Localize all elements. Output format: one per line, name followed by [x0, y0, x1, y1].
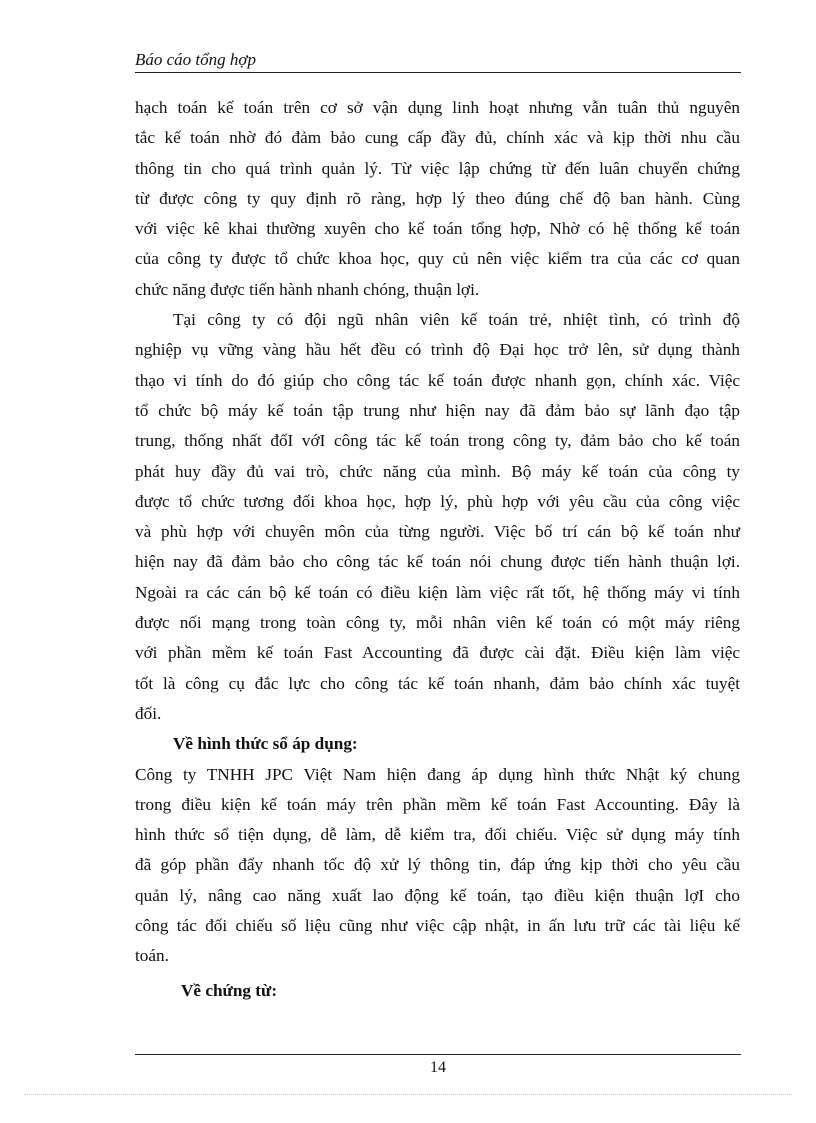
- text-line: của công ty được tổ chức khoa học, quy củ nên việc kiểm tra của các cơ quan: [135, 249, 740, 269]
- text-line: trong điều kiện kế toán máy trên phần mềm kế toán Fast Accounting. Đây là: [135, 794, 740, 814]
- text-line: nghiệp vụ vững vàng hầu hết đều có trình độ Đại học trở lên, sử dụng thành: [135, 340, 740, 360]
- text-line: đối.: [135, 703, 162, 723]
- page-edge-divider: [24, 1094, 792, 1095]
- page-header: [135, 48, 741, 73]
- text-line: công tác đối chiếu số liệu cũng như việc cập nhật, in ấn lưu trữ các tài liệu kế: [135, 916, 740, 936]
- text-line: Công ty TNHH JPC Việt Nam hiện đang áp dụng hình thức Nhật ký chung: [135, 764, 740, 784]
- page-number: 14: [430, 1059, 446, 1076]
- text-line: hiện nay đã đảm bảo cho công tác kế toán nói chung được tiến hành thuận lợi.: [135, 552, 740, 572]
- text-line: Tại công ty có đội ngũ nhân viên kế toán trẻ, nhiệt tình, có trình độ: [173, 310, 740, 330]
- text-line: toán.: [135, 946, 169, 966]
- text-line: được nối mạng trong toàn công ty, mỗi nhân viên kế toán có một máy riêng: [135, 613, 740, 633]
- text-line: tổ chức bộ máy kế toán tập trung như hiện nay đã đảm bảo sự lãnh đạo tập: [135, 400, 740, 420]
- text-line: hình thức sổ tiện dụng, dễ làm, dễ kiểm tra, đối chiếu. Việc sử dụng máy tính: [135, 825, 740, 845]
- text-line: Ngoài ra các cán bộ kế toán có điều kiện làm việc rất tốt, hệ thống máy vi tính: [135, 582, 740, 602]
- page-footer: [135, 1054, 741, 1079]
- text-line: trung, thống nhất đốI vớI công tác kế toán trong công ty, đảm bảo cho kế toán: [135, 431, 740, 451]
- section-heading: Về chứng từ:: [181, 980, 278, 1000]
- text-line: đã góp phần đẩy nhanh tốc độ xử lý thông tin, đáp ứng kịp thời cho yêu cầu: [135, 855, 740, 875]
- text-line: được tổ chức tương đối khoa học, hợp lý, phù hợp với yêu cầu của công việc: [135, 491, 740, 511]
- header-title: Báo cáo tổng hợp: [135, 50, 256, 69]
- text-line: với việc kê khai thường xuyên cho kế toán tổng hợp, Nhờ có hệ thống kế toán: [135, 219, 740, 239]
- text-line: từ được công ty quy định rõ ràng, hợp lý theo đúng chế độ ban hành. Cùng: [135, 188, 740, 208]
- text-line: hạch toán kế toán trên cơ sở vận dụng linh hoạt nhưng vẫn tuân thủ nguyên: [135, 98, 740, 117]
- text-line: với phần mềm kế toán Fast Accounting đã được cài đặt. Điều kiện làm việc: [135, 643, 740, 663]
- text-line: chức năng được tiến hành nhanh chóng, thuận lợi.: [135, 279, 480, 299]
- text-line: tốt là công cụ đắc lực cho công tác kế toán nhanh, đảm bảo chính xác tuyệt: [135, 673, 740, 693]
- text-line: quản lý, nâng cao năng xuất lao động kế toán, tạo điều kiện thuận lợI cho: [135, 885, 740, 905]
- text-line: tắc kế toán nhờ đó đảm bảo cung cấp đầy đủ, chính xác và kịp thời nhu cầu: [135, 128, 740, 148]
- section-heading: Về hình thức sổ áp dụng:: [173, 734, 358, 754]
- document-body: [135, 93, 740, 1006]
- text-line: phát huy đầy đủ vai trò, chức năng của mình. Bộ máy kế toán của công ty: [135, 461, 740, 481]
- text-line: và phù hợp với chuyên môn của từng người. Việc bố trí cán bộ kế toán như: [135, 522, 740, 542]
- text-line: thạo vi tính do đó giúp cho công tác kế toán được nhanh gọn, chính xác. Việc: [135, 370, 740, 390]
- text-line: thông tin cho quá trình quản lý. Từ việc lập chứng từ đến luân chuyển chứng: [135, 158, 740, 178]
